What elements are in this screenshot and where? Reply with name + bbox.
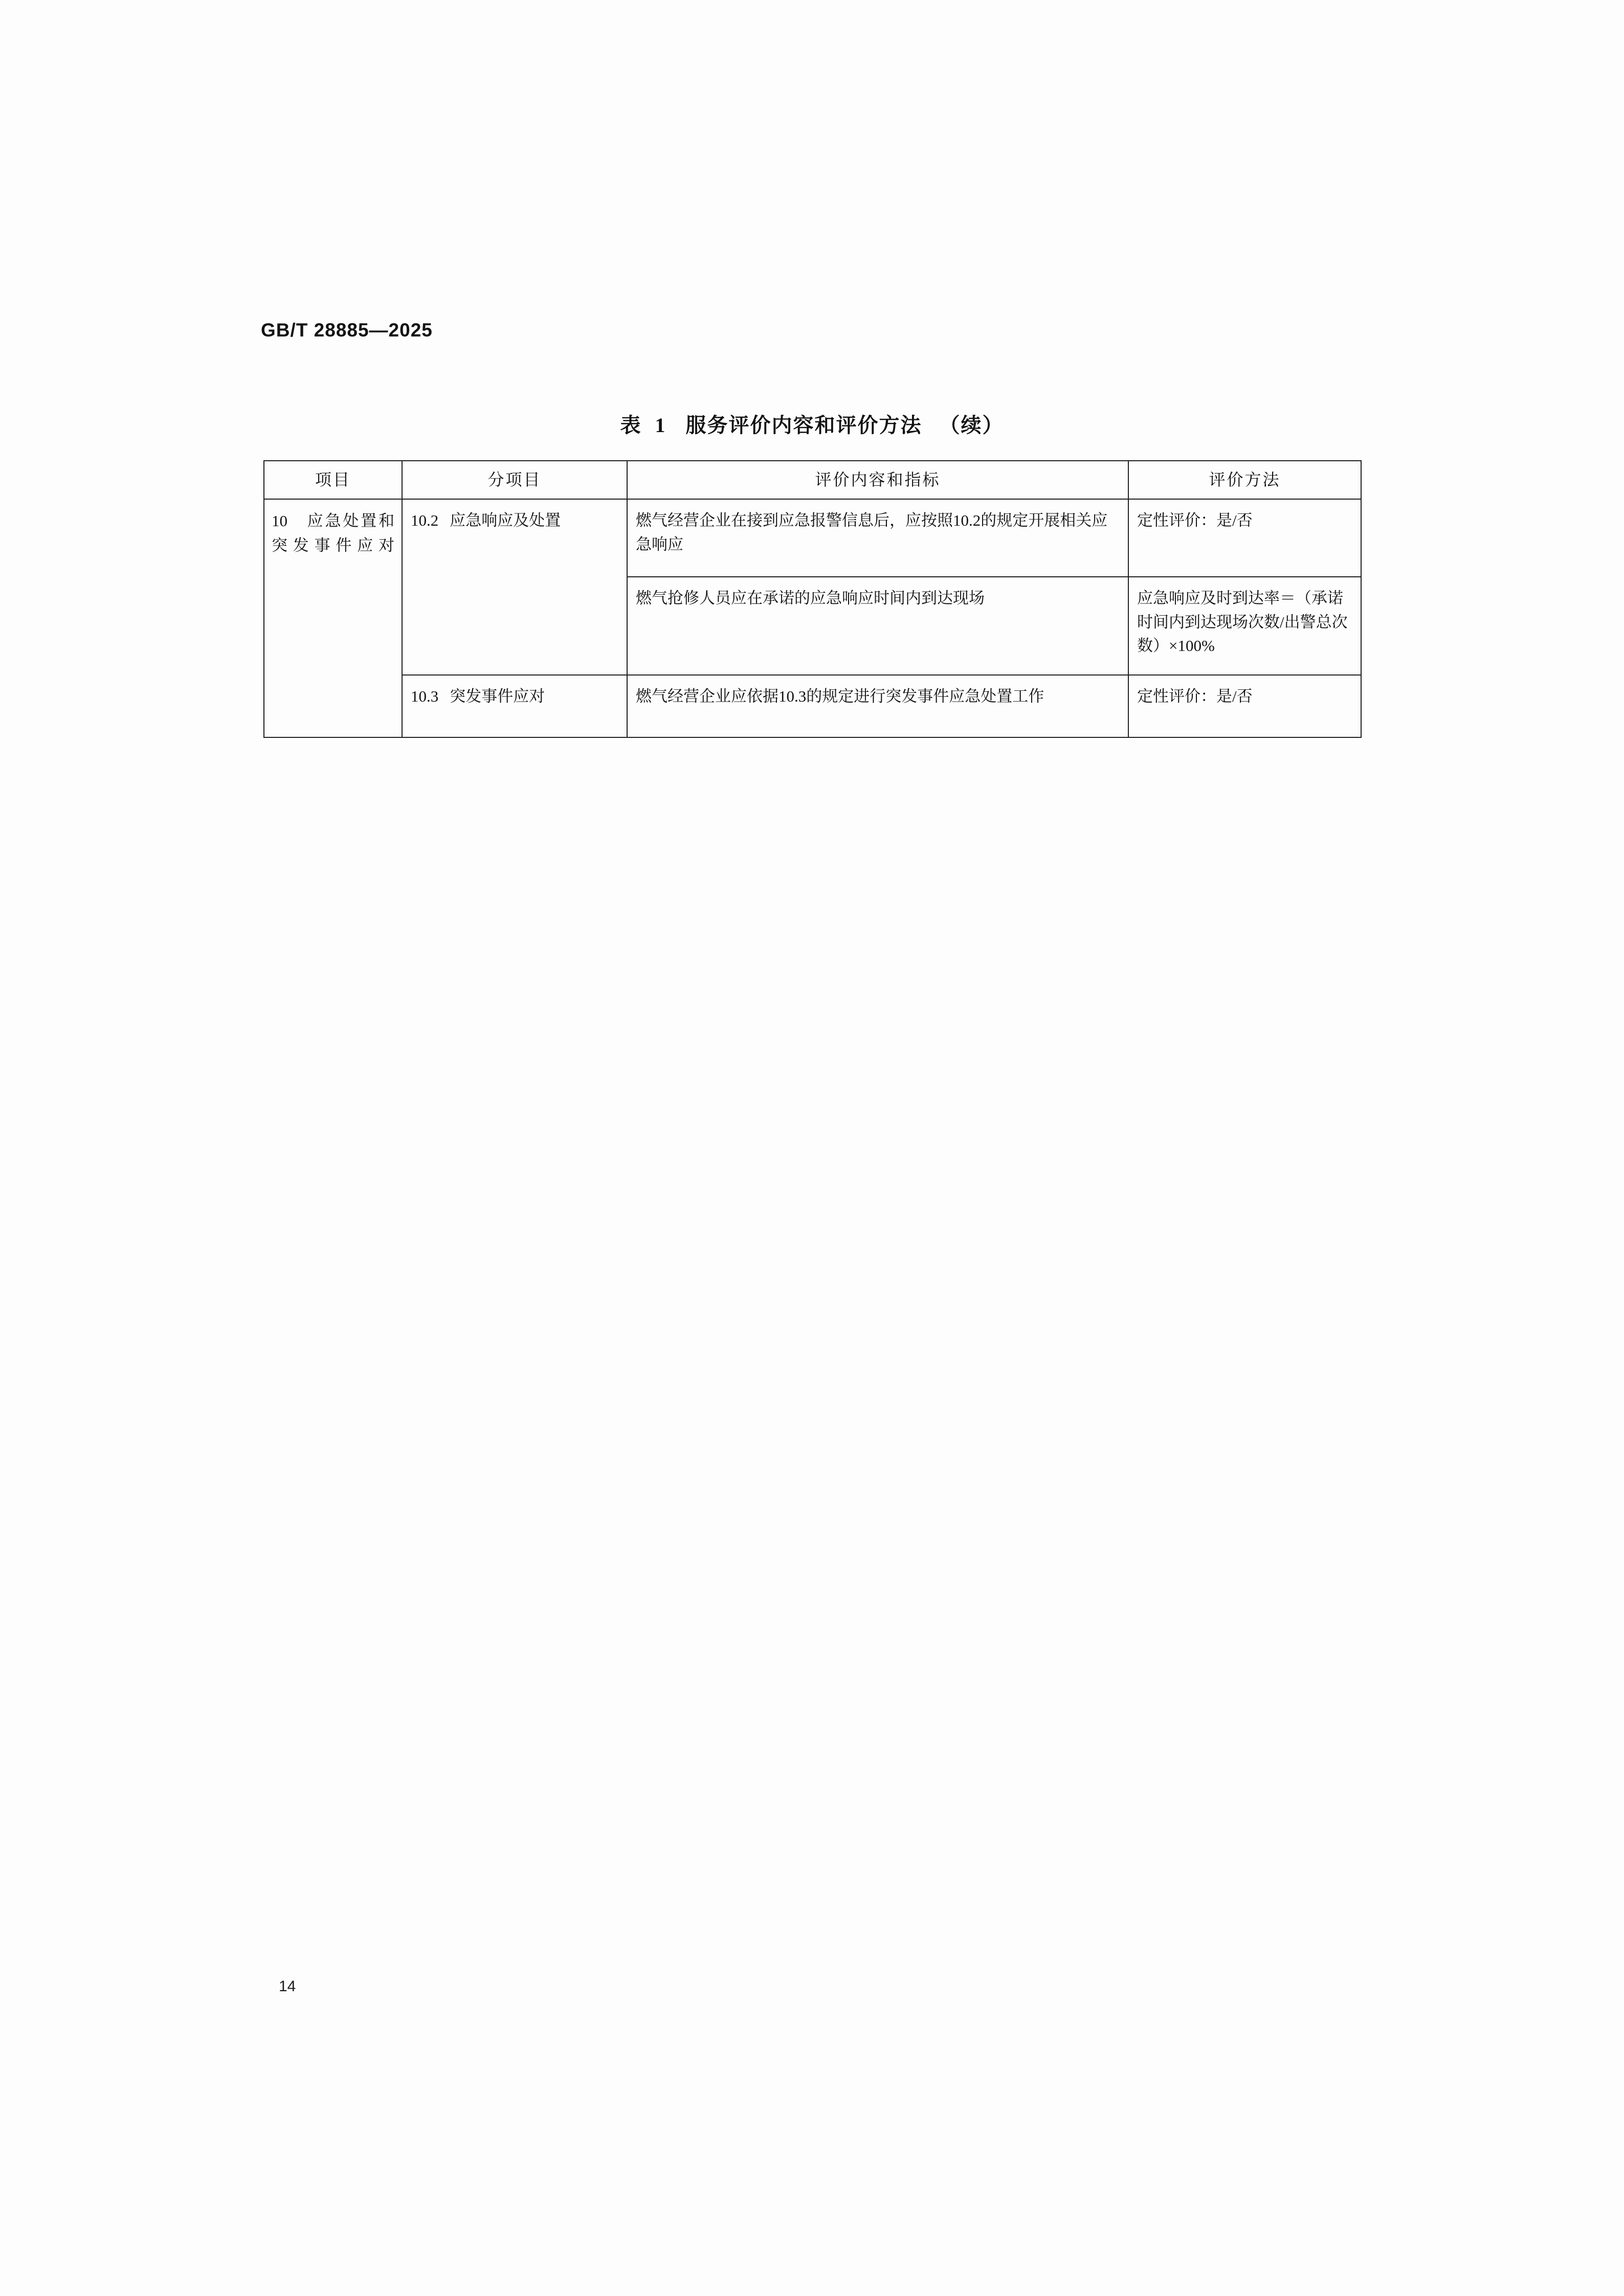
- table-row: [264, 675, 1361, 737]
- cell-method: [1128, 499, 1361, 577]
- table-row: [264, 499, 1361, 577]
- content-text: 燃气经营企业应依据10.3的规定进行突发事件应急处置工作: [636, 687, 1044, 706]
- standard-code: GB/T 28885—2025: [261, 320, 433, 341]
- page-number: 14: [279, 1978, 296, 1995]
- cell-method: [1128, 675, 1361, 737]
- cell-subitem-10-2: [402, 499, 627, 675]
- caption-number: 1: [655, 414, 666, 437]
- subitem-number: 10.3: [411, 687, 439, 706]
- caption-title: 服务评价内容和评价方法: [685, 414, 922, 437]
- cell-subitem-10-3: [402, 675, 627, 737]
- table-header-row: [264, 461, 1361, 499]
- subitem-label: 突发事件应对: [450, 687, 545, 706]
- item-label: 10 应急处置和突发事件应对: [272, 512, 394, 555]
- cell-content: [627, 577, 1128, 675]
- method-text: 定性评价：是/否: [1137, 511, 1253, 530]
- cell-content: [627, 675, 1128, 737]
- column-header-subitem: 分项目: [402, 461, 627, 499]
- column-header-item: 项目: [264, 461, 402, 499]
- column-header-content: 评价内容和指标: [627, 461, 1128, 499]
- caption-label: 表: [620, 414, 642, 437]
- table-caption: [0, 409, 1624, 438]
- method-text: 应急响应及时到达率＝（承诺时间内到达现场次数/出警总次数）×100%: [1137, 589, 1348, 655]
- content-text: 燃气抢修人员应在承诺的应急响应时间内到达现场: [636, 589, 985, 607]
- cell-content: [627, 499, 1128, 577]
- method-text: 定性评价：是/否: [1137, 687, 1253, 706]
- cell-method: [1128, 577, 1361, 675]
- content-text: 燃气经营企业在接到应急报警信息后，应按照10.2的规定开展相关应急响应: [636, 511, 1108, 553]
- cell-item-group: [264, 499, 402, 737]
- evaluation-table: [263, 460, 1362, 738]
- caption-continued: （续）: [939, 414, 1004, 437]
- subitem-label: 应急响应及处置: [450, 511, 561, 530]
- subitem-number: 10.2: [411, 511, 439, 530]
- column-header-method: 评价方法: [1128, 461, 1361, 499]
